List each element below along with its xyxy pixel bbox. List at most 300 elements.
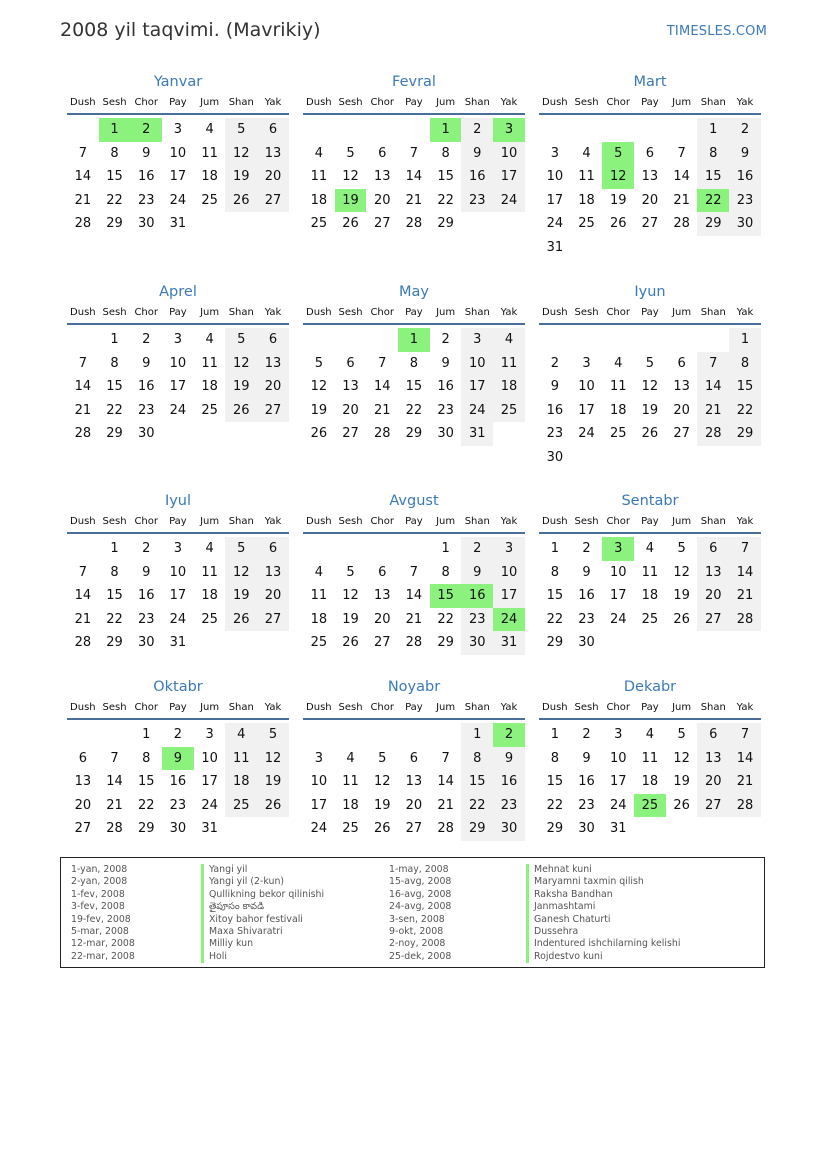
- day-cell[interactable]: 10: [169, 355, 187, 371]
- day-cell[interactable]: 1: [142, 727, 151, 742]
- day-cell[interactable]: 23: [461, 608, 493, 632]
- day-cell[interactable]: 27: [373, 216, 391, 231]
- day-cell[interactable]: 25: [641, 611, 659, 627]
- day-cell[interactable]: 23: [437, 402, 454, 418]
- day-cell[interactable]: 28: [437, 821, 454, 836]
- day-cell[interactable]: 22: [106, 611, 123, 627]
- day-cell[interactable]: 19: [342, 611, 359, 627]
- day-cell[interactable]: 17: [310, 797, 328, 813]
- day-cell[interactable]: 12: [225, 142, 257, 166]
- day-cell[interactable]: 26: [609, 216, 627, 231]
- day-cell[interactable]: 12: [602, 165, 634, 189]
- day-cell[interactable]: 20: [257, 584, 289, 608]
- day-cell[interactable]: 14: [373, 379, 391, 394]
- day-cell[interactable]: 16: [137, 588, 155, 603]
- day-cell[interactable]: 6: [378, 564, 387, 580]
- day-cell[interactable]: 23: [578, 797, 595, 813]
- day-cell[interactable]: 12: [225, 561, 257, 585]
- day-cell[interactable]: 6: [257, 118, 289, 142]
- day-cell[interactable]: 19: [335, 189, 367, 213]
- day-cell[interactable]: 11: [342, 774, 359, 789]
- day-cell[interactable]: 9: [162, 747, 194, 771]
- day-cell[interactable]: 5: [677, 727, 686, 742]
- day-cell[interactable]: 2: [173, 727, 183, 742]
- day-cell[interactable]: 2: [441, 332, 450, 347]
- day-cell[interactable]: 25: [493, 399, 525, 423]
- day-cell[interactable]: 11: [201, 355, 218, 371]
- day-cell[interactable]: 23: [137, 192, 155, 208]
- day-cell[interactable]: 5: [602, 142, 634, 166]
- day-cell[interactable]: 25: [201, 192, 218, 208]
- day-cell[interactable]: 1: [697, 118, 729, 142]
- day-cell[interactable]: 14: [729, 747, 761, 771]
- day-cell[interactable]: 19: [257, 770, 289, 794]
- day-cell[interactable]: 4: [346, 750, 355, 766]
- day-cell[interactable]: 10: [493, 142, 525, 166]
- day-cell[interactable]: 22: [106, 402, 123, 418]
- day-cell[interactable]: 26: [257, 794, 289, 818]
- day-cell[interactable]: 9: [582, 564, 591, 580]
- day-cell[interactable]: 21: [74, 402, 92, 418]
- day-cell[interactable]: 7: [378, 355, 387, 371]
- day-cell[interactable]: 10: [461, 352, 493, 376]
- day-cell[interactable]: 13: [673, 379, 690, 394]
- day-cell[interactable]: 3: [205, 727, 214, 742]
- day-cell[interactable]: 10: [169, 564, 187, 580]
- day-cell[interactable]: 4: [205, 332, 214, 347]
- day-cell[interactable]: 29: [697, 212, 729, 236]
- day-cell[interactable]: 5: [257, 723, 289, 747]
- day-cell[interactable]: 28: [673, 216, 690, 231]
- day-cell[interactable]: 22: [437, 611, 454, 627]
- day-cell[interactable]: 22: [137, 797, 155, 813]
- day-cell[interactable]: 26: [342, 635, 359, 650]
- day-cell[interactable]: 18: [201, 379, 218, 394]
- day-cell[interactable]: 30: [546, 449, 564, 465]
- day-cell[interactable]: 21: [697, 399, 729, 423]
- day-cell[interactable]: 10: [609, 750, 627, 766]
- day-cell[interactable]: 24: [169, 402, 187, 418]
- day-cell[interactable]: 23: [546, 426, 564, 441]
- day-cell[interactable]: 2: [493, 723, 525, 747]
- day-cell[interactable]: 8: [550, 564, 559, 580]
- day-cell[interactable]: 21: [729, 770, 761, 794]
- day-cell[interactable]: 1: [398, 328, 430, 352]
- day-cell[interactable]: 8: [110, 564, 119, 580]
- day-cell[interactable]: 15: [106, 169, 123, 184]
- day-cell[interactable]: 11: [493, 352, 525, 376]
- day-cell[interactable]: 8: [110, 355, 119, 371]
- day-cell[interactable]: 8: [441, 564, 450, 580]
- day-cell[interactable]: 4: [645, 541, 655, 556]
- day-cell[interactable]: 2: [461, 118, 493, 142]
- day-cell[interactable]: 20: [697, 584, 729, 608]
- day-cell[interactable]: 7: [409, 564, 419, 580]
- day-cell[interactable]: 5: [645, 355, 655, 371]
- day-cell[interactable]: 14: [673, 169, 690, 184]
- day-cell[interactable]: 21: [405, 192, 423, 208]
- day-cell[interactable]: 5: [314, 355, 323, 371]
- day-cell[interactable]: 12: [342, 588, 359, 603]
- day-cell[interactable]: 9: [461, 142, 493, 166]
- day-cell[interactable]: 6: [257, 537, 289, 561]
- day-cell[interactable]: 24: [609, 797, 627, 813]
- day-cell[interactable]: 12: [342, 169, 359, 184]
- day-cell[interactable]: 15: [697, 165, 729, 189]
- day-cell[interactable]: 11: [641, 564, 659, 580]
- day-cell[interactable]: 22: [697, 189, 729, 213]
- day-cell[interactable]: 17: [493, 584, 525, 608]
- day-cell[interactable]: 29: [106, 426, 123, 441]
- day-cell[interactable]: 6: [409, 750, 419, 766]
- brand-link[interactable]: TIMESLES.COM: [666, 24, 767, 39]
- day-cell[interactable]: 28: [405, 635, 423, 650]
- day-cell[interactable]: 19: [225, 165, 257, 189]
- day-cell[interactable]: 26: [673, 797, 690, 813]
- day-cell[interactable]: 26: [673, 611, 690, 627]
- day-cell[interactable]: 26: [342, 216, 359, 231]
- day-cell[interactable]: 2: [582, 541, 591, 556]
- day-cell[interactable]: 14: [729, 561, 761, 585]
- day-cell[interactable]: 12: [310, 379, 328, 394]
- day-cell[interactable]: 11: [310, 169, 328, 184]
- day-cell[interactable]: 21: [437, 797, 454, 813]
- day-cell[interactable]: 31: [609, 821, 627, 836]
- day-cell[interactable]: 25: [634, 794, 666, 818]
- day-cell[interactable]: 12: [257, 747, 289, 771]
- day-cell[interactable]: 20: [257, 165, 289, 189]
- day-cell[interactable]: 16: [437, 379, 454, 394]
- day-cell[interactable]: 20: [697, 770, 729, 794]
- day-cell[interactable]: 11: [641, 750, 659, 766]
- day-cell[interactable]: 1: [110, 332, 119, 347]
- day-cell[interactable]: 13: [405, 774, 423, 789]
- day-cell[interactable]: 2: [130, 118, 162, 142]
- day-cell[interactable]: 7: [409, 145, 419, 161]
- day-cell[interactable]: 25: [225, 794, 257, 818]
- day-cell[interactable]: 10: [609, 564, 627, 580]
- day-cell[interactable]: 6: [378, 145, 387, 161]
- day-cell[interactable]: 16: [137, 379, 155, 394]
- day-cell[interactable]: 31: [493, 631, 525, 655]
- day-cell[interactable]: 1: [441, 541, 450, 556]
- day-cell[interactable]: 9: [142, 355, 151, 371]
- day-cell[interactable]: 13: [342, 379, 359, 394]
- day-cell[interactable]: 28: [74, 635, 92, 650]
- day-cell[interactable]: 3: [550, 145, 559, 161]
- day-cell[interactable]: 6: [697, 723, 729, 747]
- day-cell[interactable]: 21: [673, 192, 690, 208]
- day-cell[interactable]: 11: [609, 379, 627, 394]
- day-cell[interactable]: 20: [373, 611, 391, 627]
- day-cell[interactable]: 13: [373, 588, 391, 603]
- day-cell[interactable]: 8: [110, 145, 119, 161]
- day-cell[interactable]: 29: [437, 216, 454, 231]
- day-cell[interactable]: 17: [461, 375, 493, 399]
- day-cell[interactable]: 30: [578, 635, 595, 650]
- day-cell[interactable]: 6: [257, 328, 289, 352]
- day-cell[interactable]: 14: [74, 379, 92, 394]
- day-cell[interactable]: 30: [578, 821, 595, 836]
- day-cell[interactable]: 31: [546, 239, 564, 255]
- day-cell[interactable]: 22: [405, 402, 423, 418]
- day-cell[interactable]: 18: [641, 774, 659, 789]
- day-cell[interactable]: 9: [729, 142, 761, 166]
- day-cell[interactable]: 17: [169, 588, 187, 603]
- day-cell[interactable]: 8: [461, 747, 493, 771]
- day-cell[interactable]: 16: [169, 774, 187, 789]
- day-cell[interactable]: 24: [201, 797, 218, 813]
- day-cell[interactable]: 24: [310, 821, 328, 836]
- day-cell[interactable]: 23: [137, 611, 155, 627]
- day-cell[interactable]: 1: [430, 118, 462, 142]
- day-cell[interactable]: 3: [493, 537, 525, 561]
- day-cell[interactable]: 13: [257, 352, 289, 376]
- day-cell[interactable]: 25: [609, 426, 627, 441]
- day-cell[interactable]: 29: [461, 817, 493, 841]
- day-cell[interactable]: 31: [169, 216, 187, 231]
- day-cell[interactable]: 3: [173, 541, 183, 556]
- day-cell[interactable]: 23: [169, 797, 187, 813]
- day-cell[interactable]: 24: [169, 192, 187, 208]
- day-cell[interactable]: 13: [257, 561, 289, 585]
- day-cell[interactable]: 10: [201, 750, 218, 766]
- day-cell[interactable]: 13: [373, 169, 391, 184]
- day-cell[interactable]: 18: [310, 611, 328, 627]
- day-cell[interactable]: 17: [578, 402, 595, 418]
- day-cell[interactable]: 18: [609, 402, 627, 418]
- day-cell[interactable]: 9: [582, 750, 591, 766]
- day-cell[interactable]: 26: [225, 189, 257, 213]
- day-cell[interactable]: 3: [173, 122, 183, 137]
- day-cell[interactable]: 2: [582, 727, 591, 742]
- day-cell[interactable]: 27: [342, 426, 359, 441]
- day-cell[interactable]: 19: [373, 797, 391, 813]
- day-cell[interactable]: 28: [729, 608, 761, 632]
- day-cell[interactable]: 3: [582, 355, 591, 371]
- day-cell[interactable]: 14: [405, 588, 423, 603]
- day-cell[interactable]: 20: [74, 797, 92, 813]
- day-cell[interactable]: 16: [578, 774, 595, 789]
- day-cell[interactable]: 22: [729, 399, 761, 423]
- day-cell[interactable]: 4: [205, 541, 214, 556]
- day-cell[interactable]: 24: [609, 611, 627, 627]
- day-cell[interactable]: 3: [173, 332, 183, 347]
- day-cell[interactable]: 25: [342, 821, 359, 836]
- day-cell[interactable]: 7: [78, 564, 87, 580]
- day-cell[interactable]: 27: [257, 189, 289, 213]
- day-cell[interactable]: 22: [106, 192, 123, 208]
- day-cell[interactable]: 1: [461, 723, 493, 747]
- day-cell[interactable]: 6: [645, 145, 655, 161]
- day-cell[interactable]: 22: [546, 797, 564, 813]
- day-cell[interactable]: 9: [461, 561, 493, 585]
- day-cell[interactable]: 17: [609, 588, 627, 603]
- day-cell[interactable]: 9: [142, 564, 151, 580]
- day-cell[interactable]: 4: [314, 564, 323, 580]
- day-cell[interactable]: 6: [346, 355, 355, 371]
- day-cell[interactable]: 14: [437, 774, 454, 789]
- day-cell[interactable]: 30: [137, 426, 155, 441]
- day-cell[interactable]: 8: [550, 750, 559, 766]
- day-cell[interactable]: 12: [225, 352, 257, 376]
- day-cell[interactable]: 14: [74, 169, 92, 184]
- day-cell[interactable]: 8: [441, 145, 450, 161]
- day-cell[interactable]: 17: [609, 774, 627, 789]
- day-cell[interactable]: 1: [550, 727, 559, 742]
- day-cell[interactable]: 18: [493, 375, 525, 399]
- day-cell[interactable]: 13: [641, 169, 659, 184]
- day-cell[interactable]: 5: [378, 750, 387, 766]
- day-cell[interactable]: 22: [437, 192, 454, 208]
- day-cell[interactable]: 8: [409, 355, 419, 371]
- day-cell[interactable]: 20: [641, 192, 659, 208]
- day-cell[interactable]: 1: [729, 328, 761, 352]
- day-cell[interactable]: 6: [697, 537, 729, 561]
- day-cell[interactable]: 12: [373, 774, 391, 789]
- day-cell[interactable]: 12: [641, 379, 659, 394]
- day-cell[interactable]: 24: [169, 611, 187, 627]
- day-cell[interactable]: 15: [137, 774, 155, 789]
- day-cell[interactable]: 18: [225, 770, 257, 794]
- day-cell[interactable]: 17: [169, 379, 187, 394]
- day-cell[interactable]: 30: [437, 426, 454, 441]
- day-cell[interactable]: 6: [78, 750, 87, 766]
- day-cell[interactable]: 5: [225, 118, 257, 142]
- day-cell[interactable]: 28: [74, 216, 92, 231]
- day-cell[interactable]: 21: [106, 797, 123, 813]
- day-cell[interactable]: 8: [729, 352, 761, 376]
- day-cell[interactable]: 10: [310, 774, 328, 789]
- day-cell[interactable]: 19: [225, 584, 257, 608]
- day-cell[interactable]: 23: [137, 402, 155, 418]
- day-cell[interactable]: 26: [225, 608, 257, 632]
- day-cell[interactable]: 18: [641, 588, 659, 603]
- day-cell[interactable]: 2: [550, 355, 559, 371]
- day-cell[interactable]: 28: [74, 426, 92, 441]
- day-cell[interactable]: 3: [314, 750, 323, 766]
- day-cell[interactable]: 28: [106, 821, 123, 836]
- day-cell[interactable]: 5: [225, 328, 257, 352]
- day-cell[interactable]: 1: [99, 118, 131, 142]
- day-cell[interactable]: 25: [578, 216, 595, 231]
- day-cell[interactable]: 25: [310, 216, 328, 231]
- day-cell[interactable]: 20: [405, 797, 423, 813]
- day-cell[interactable]: 13: [74, 774, 92, 789]
- day-cell[interactable]: 18: [201, 588, 218, 603]
- day-cell[interactable]: 11: [225, 747, 257, 771]
- day-cell[interactable]: 14: [697, 375, 729, 399]
- day-cell[interactable]: 11: [310, 588, 328, 603]
- day-cell[interactable]: 7: [697, 352, 729, 376]
- day-cell[interactable]: 24: [546, 216, 564, 231]
- day-cell[interactable]: 29: [106, 635, 123, 650]
- day-cell[interactable]: 26: [225, 399, 257, 423]
- day-cell[interactable]: 5: [677, 541, 686, 556]
- day-cell[interactable]: 5: [225, 537, 257, 561]
- day-cell[interactable]: 22: [461, 794, 493, 818]
- day-cell[interactable]: 29: [405, 426, 423, 441]
- day-cell[interactable]: 15: [430, 584, 462, 608]
- day-cell[interactable]: 5: [346, 564, 355, 580]
- day-cell[interactable]: 23: [729, 189, 761, 213]
- day-cell[interactable]: 19: [641, 402, 659, 418]
- day-cell[interactable]: 24: [493, 608, 525, 632]
- day-cell[interactable]: 21: [74, 192, 92, 208]
- day-cell[interactable]: 24: [493, 189, 525, 213]
- day-cell[interactable]: 16: [137, 169, 155, 184]
- day-cell[interactable]: 8: [697, 142, 729, 166]
- day-cell[interactable]: 18: [578, 192, 595, 208]
- day-cell[interactable]: 21: [729, 584, 761, 608]
- day-cell[interactable]: 2: [461, 537, 493, 561]
- day-cell[interactable]: 4: [493, 328, 525, 352]
- day-cell[interactable]: 22: [546, 611, 564, 627]
- day-cell[interactable]: 4: [582, 145, 591, 161]
- day-cell[interactable]: 21: [373, 402, 391, 418]
- day-cell[interactable]: 26: [373, 821, 391, 836]
- day-cell[interactable]: 20: [257, 375, 289, 399]
- day-cell[interactable]: 29: [546, 635, 564, 650]
- day-cell[interactable]: 20: [373, 192, 391, 208]
- day-cell[interactable]: 18: [201, 169, 218, 184]
- day-cell[interactable]: 21: [405, 611, 423, 627]
- day-cell[interactable]: 7: [110, 750, 119, 766]
- day-cell[interactable]: 30: [137, 635, 155, 650]
- day-cell[interactable]: 24: [461, 399, 493, 423]
- day-cell[interactable]: 16: [461, 584, 493, 608]
- day-cell[interactable]: 23: [578, 611, 595, 627]
- day-cell[interactable]: 30: [493, 817, 525, 841]
- day-cell[interactable]: 27: [673, 426, 690, 441]
- day-cell[interactable]: 16: [729, 165, 761, 189]
- day-cell[interactable]: 7: [729, 723, 761, 747]
- day-cell[interactable]: 17: [169, 169, 187, 184]
- day-cell[interactable]: 19: [225, 375, 257, 399]
- day-cell[interactable]: 7: [78, 355, 87, 371]
- day-cell[interactable]: 7: [78, 145, 87, 161]
- day-cell[interactable]: 9: [493, 747, 525, 771]
- day-cell[interactable]: 13: [697, 747, 729, 771]
- day-cell[interactable]: 4: [614, 355, 623, 371]
- day-cell[interactable]: 4: [205, 122, 214, 137]
- day-cell[interactable]: 15: [106, 588, 123, 603]
- day-cell[interactable]: 27: [257, 399, 289, 423]
- day-cell[interactable]: 11: [201, 564, 218, 580]
- day-cell[interactable]: 27: [257, 608, 289, 632]
- day-cell[interactable]: 23: [461, 189, 493, 213]
- day-cell[interactable]: 17: [201, 774, 218, 789]
- day-cell[interactable]: 25: [201, 611, 218, 627]
- day-cell[interactable]: 31: [461, 422, 493, 446]
- day-cell[interactable]: 12: [673, 564, 690, 580]
- day-cell[interactable]: 20: [673, 402, 690, 418]
- day-cell[interactable]: 15: [546, 588, 564, 603]
- day-cell[interactable]: 19: [310, 402, 328, 418]
- day-cell[interactable]: 15: [405, 379, 423, 394]
- day-cell[interactable]: 26: [310, 426, 328, 441]
- day-cell[interactable]: 3: [614, 727, 623, 742]
- day-cell[interactable]: 28: [373, 426, 391, 441]
- day-cell[interactable]: 8: [142, 750, 151, 766]
- day-cell[interactable]: 30: [461, 631, 493, 655]
- day-cell[interactable]: 17: [493, 165, 525, 189]
- day-cell[interactable]: 29: [729, 422, 761, 446]
- day-cell[interactable]: 28: [729, 794, 761, 818]
- day-cell[interactable]: 10: [169, 145, 187, 161]
- day-cell[interactable]: 25: [201, 402, 218, 418]
- day-cell[interactable]: 11: [578, 169, 595, 184]
